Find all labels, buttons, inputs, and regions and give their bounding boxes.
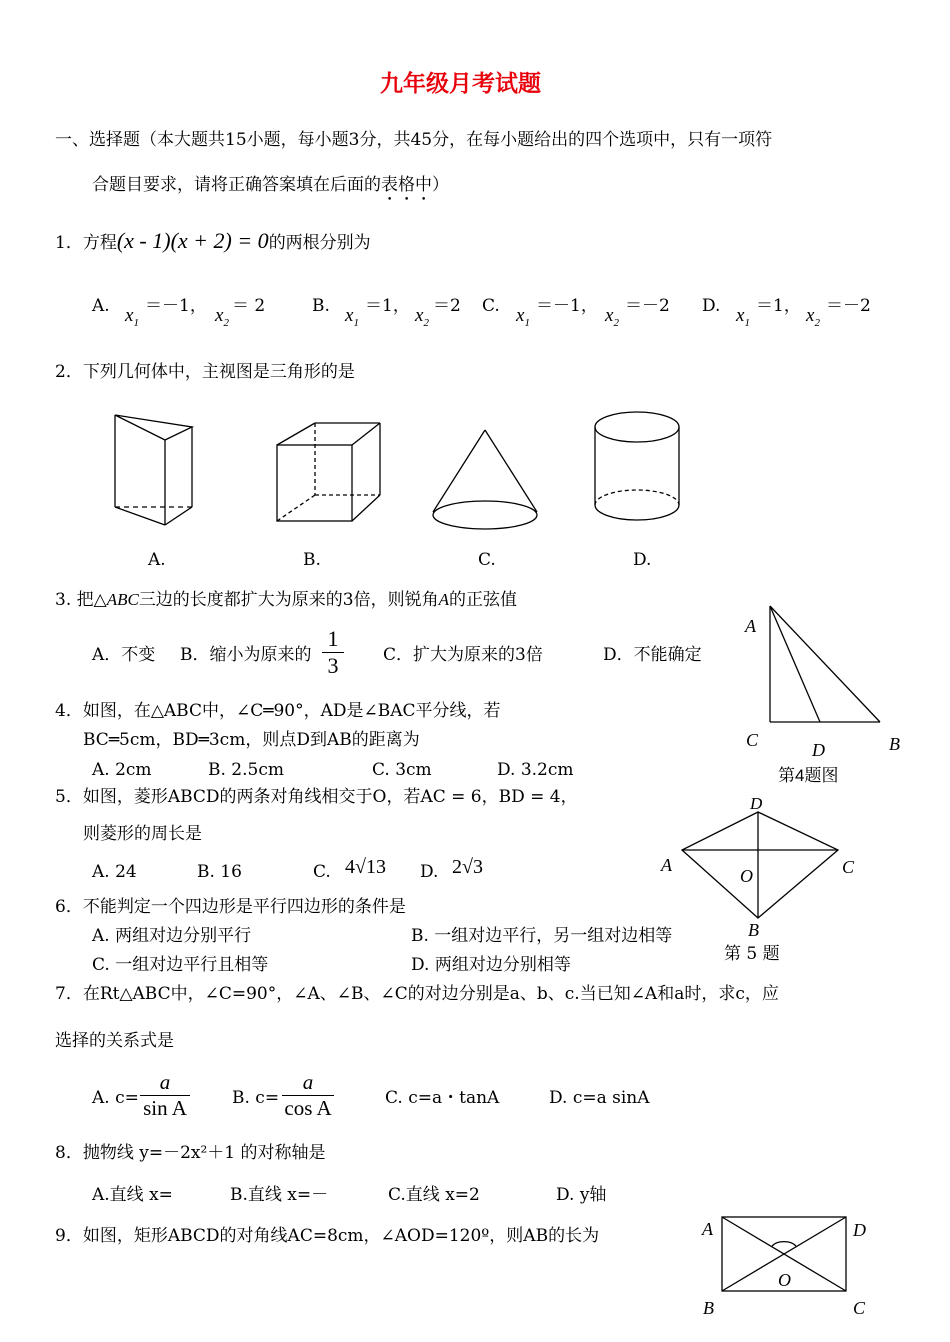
q3-fraction	[322, 626, 344, 680]
section-instructions-line2	[92, 175, 449, 205]
cone-figure	[430, 425, 540, 540]
question-7-line1: 7．在Rt△ABC中，∠C=90°，∠A、∠B、∠C的对边分别是a、b、c.当已知∠A和a时，求c，应	[55, 984, 779, 1004]
q9-fig-label-d: D	[853, 1220, 866, 1240]
q1-equation	[117, 228, 269, 253]
option-label: C.	[482, 296, 500, 316]
q4-fig-label-d: D	[812, 740, 825, 760]
q9-fig-label-o: O	[778, 1270, 791, 1290]
section-instructions-line1: 一、选择题（本大题共15小题，每小题3分，共45分，在每小题给出的四个选项中，只有一项符	[55, 130, 773, 150]
question-9-stem: 9．如图，矩形ABCD的对角线AC=8cm，∠AOD=120º，则AB的长为	[55, 1226, 600, 1246]
q1-d-x1: $x_1$	[736, 305, 750, 329]
q8-option-b[interactable]: B.直线 x=－	[230, 1185, 329, 1205]
q1-d-x2-val: ＝－2	[826, 296, 871, 316]
q1-option-a[interactable]	[92, 296, 110, 316]
option-label: B.	[312, 296, 330, 316]
q7-option-a[interactable]: A. c=	[92, 1088, 139, 1108]
option-label: A.	[92, 296, 110, 316]
q5-option-c[interactable]	[313, 862, 331, 882]
q3-text-b: 三边的长度都扩大为原来的3倍，则锐角	[138, 590, 439, 610]
q1-equation-text: (x - 1)(x + 2) = 0	[116, 228, 269, 253]
q3-numerator: 1	[327, 626, 339, 651]
question-2-stem: 2．下列几何体中，主视图是三角形的是	[55, 362, 355, 382]
instructions-emphasis: 表格中	[381, 175, 432, 195]
q5-option-c-value: 4√13	[345, 856, 386, 878]
q5-fig-label-c: C	[842, 857, 855, 877]
q2-label-c[interactable]: C.	[478, 550, 496, 570]
question-1-stem	[55, 228, 371, 254]
q1-option-c[interactable]	[482, 296, 500, 316]
page-title: 九年级月考试题	[380, 70, 541, 97]
q9-fig-label-b: B	[703, 1298, 714, 1318]
q8-option-a[interactable]: A.直线 x=	[92, 1185, 173, 1205]
q4-fig-label-a: A	[745, 616, 756, 636]
q3-option-b[interactable]: B．缩小为原来的	[180, 645, 312, 665]
q1-option-b[interactable]	[312, 296, 330, 316]
q6-option-c[interactable]: C. 一组对边平行且相等	[92, 955, 269, 975]
q8-option-c[interactable]: C.直线 x=2	[388, 1185, 480, 1205]
q2-label-a[interactable]: A.	[148, 550, 166, 570]
question-3-stem	[55, 590, 517, 610]
q7-b-numerator: a	[302, 1070, 314, 1094]
q7-a-denominator: sin A	[140, 1095, 190, 1121]
cube-figure	[270, 415, 390, 530]
q6-option-a[interactable]: A. 两组对边分别平行	[92, 926, 252, 946]
q1-b-x2: $x_2$	[415, 305, 429, 329]
q4-fig-label-b: B	[889, 734, 900, 754]
q1-d-x1-val: ＝1，	[756, 296, 801, 316]
q1-c-x2: $x_2$	[605, 305, 619, 329]
q4-triangle-figure	[768, 604, 883, 724]
q1-b-x1-val: ＝1，	[365, 296, 410, 316]
q7-option-c[interactable]: C. c=a・tanA	[385, 1088, 500, 1108]
q6-option-b[interactable]: B. 一组对边平行，另一组对边相等	[411, 926, 673, 946]
q4-fig-label-c: C	[746, 730, 759, 750]
q1-c-x2-val: ＝－2	[625, 296, 670, 316]
q2-label-d[interactable]: D.	[633, 550, 652, 570]
q5-option-d-value: 2√3	[452, 856, 483, 878]
option-label: C.	[313, 862, 331, 882]
question-6-stem: 6．不能判定一个四边形是平行四边形的条件是	[55, 897, 406, 917]
triangular-prism-figure	[100, 405, 210, 535]
q7-a-numerator: a	[159, 1070, 171, 1094]
q5-option-b[interactable]: B. 16	[197, 862, 242, 882]
q9-fig-label-c: C	[853, 1298, 866, 1318]
q4-option-a[interactable]: A. 2cm	[92, 760, 152, 780]
q8-option-d[interactable]: D. y轴	[556, 1185, 607, 1205]
q7-fraction-a	[140, 1070, 190, 1121]
q3-option-a[interactable]: A．不变	[92, 645, 156, 665]
q5-fig-label-o: O	[740, 866, 753, 886]
q1-b-x2-val: ＝2	[433, 296, 461, 316]
q5-fig-label-b: B	[748, 920, 759, 940]
q1-option-d[interactable]	[702, 296, 720, 316]
question-4-line1: 4．如图，在△ABC中，∠C═90°，AD是∠BAC平分线，若	[55, 701, 501, 721]
q1-a-x2: $x_2$	[215, 305, 229, 329]
question-8-stem: 8．抛物线 y=－2x²＋1 的对称轴是	[55, 1143, 326, 1163]
q9-fig-label-a: A	[702, 1219, 713, 1239]
q3-option-c[interactable]: C．扩大为原来的3倍	[383, 645, 543, 665]
q3-text-c: 的正弦值	[449, 590, 518, 610]
q5-option-d[interactable]	[420, 862, 438, 882]
q3-abc: ABC	[106, 590, 139, 609]
q5-fig-caption: 第 5 题	[724, 944, 780, 964]
question-5-line2: 则菱形的周长是	[83, 824, 202, 844]
q4-option-b[interactable]: B. 2.5cm	[208, 760, 284, 780]
q5-rhombus-figure	[680, 810, 850, 920]
option-label: D.	[702, 296, 721, 316]
instructions-text: 合题目要求，请将正确答案填在后面的	[92, 175, 381, 195]
q5-fig-label-a: A	[661, 855, 672, 875]
q1-a-x1: $x_1$	[125, 305, 139, 329]
q7-option-b[interactable]: B. c=	[232, 1088, 280, 1108]
instructions-end: ）	[432, 175, 449, 195]
question-5-line1: 5．如图，菱形ABCD的两条对角线相交于O，若AC = 6，BD = 4，	[55, 787, 578, 807]
q1-a-x2-val: ＝ 2	[232, 296, 266, 316]
q1-d-x2: $x_2$	[806, 305, 820, 329]
q4-fig-caption: 第4题图	[778, 766, 839, 785]
q5-fig-label-d: D	[750, 794, 763, 813]
question-7-line2: 选择的关系式是	[55, 1031, 174, 1051]
q7-fraction-b	[282, 1070, 334, 1121]
q1-a-x1-val: ＝－1，	[145, 296, 207, 316]
q3-denominator: 3	[322, 652, 344, 679]
q4-option-d[interactable]: D. 3.2cm	[497, 760, 574, 780]
q3-angle: A	[438, 590, 450, 609]
q1-prefix: 1．方程	[55, 233, 117, 253]
q1-c-x1-val: ＝－1，	[536, 296, 598, 316]
q2-label-b[interactable]: B.	[303, 550, 321, 570]
q3-text: 3. 把△	[55, 590, 107, 610]
cylinder-figure	[590, 405, 690, 530]
q7-b-denominator: cos A	[282, 1095, 334, 1121]
q3-option-d[interactable]: D．不能确定	[603, 645, 702, 665]
q4-option-c[interactable]: C. 3cm	[372, 760, 432, 780]
question-4-line2: BC═5cm，BD═3cm，则点D到AB的距离为	[83, 730, 420, 750]
option-label: D.	[420, 862, 439, 882]
q5-option-a[interactable]: A. 24	[92, 862, 137, 882]
q6-option-d[interactable]: D. 两组对边分别相等	[411, 955, 571, 975]
q1-suffix: 的两根分别为	[268, 233, 371, 253]
q7-option-d[interactable]: D. c=a sinA	[549, 1088, 650, 1108]
q1-c-x1: $x_1$	[516, 305, 530, 329]
q1-b-x1: $x_1$	[345, 305, 359, 329]
